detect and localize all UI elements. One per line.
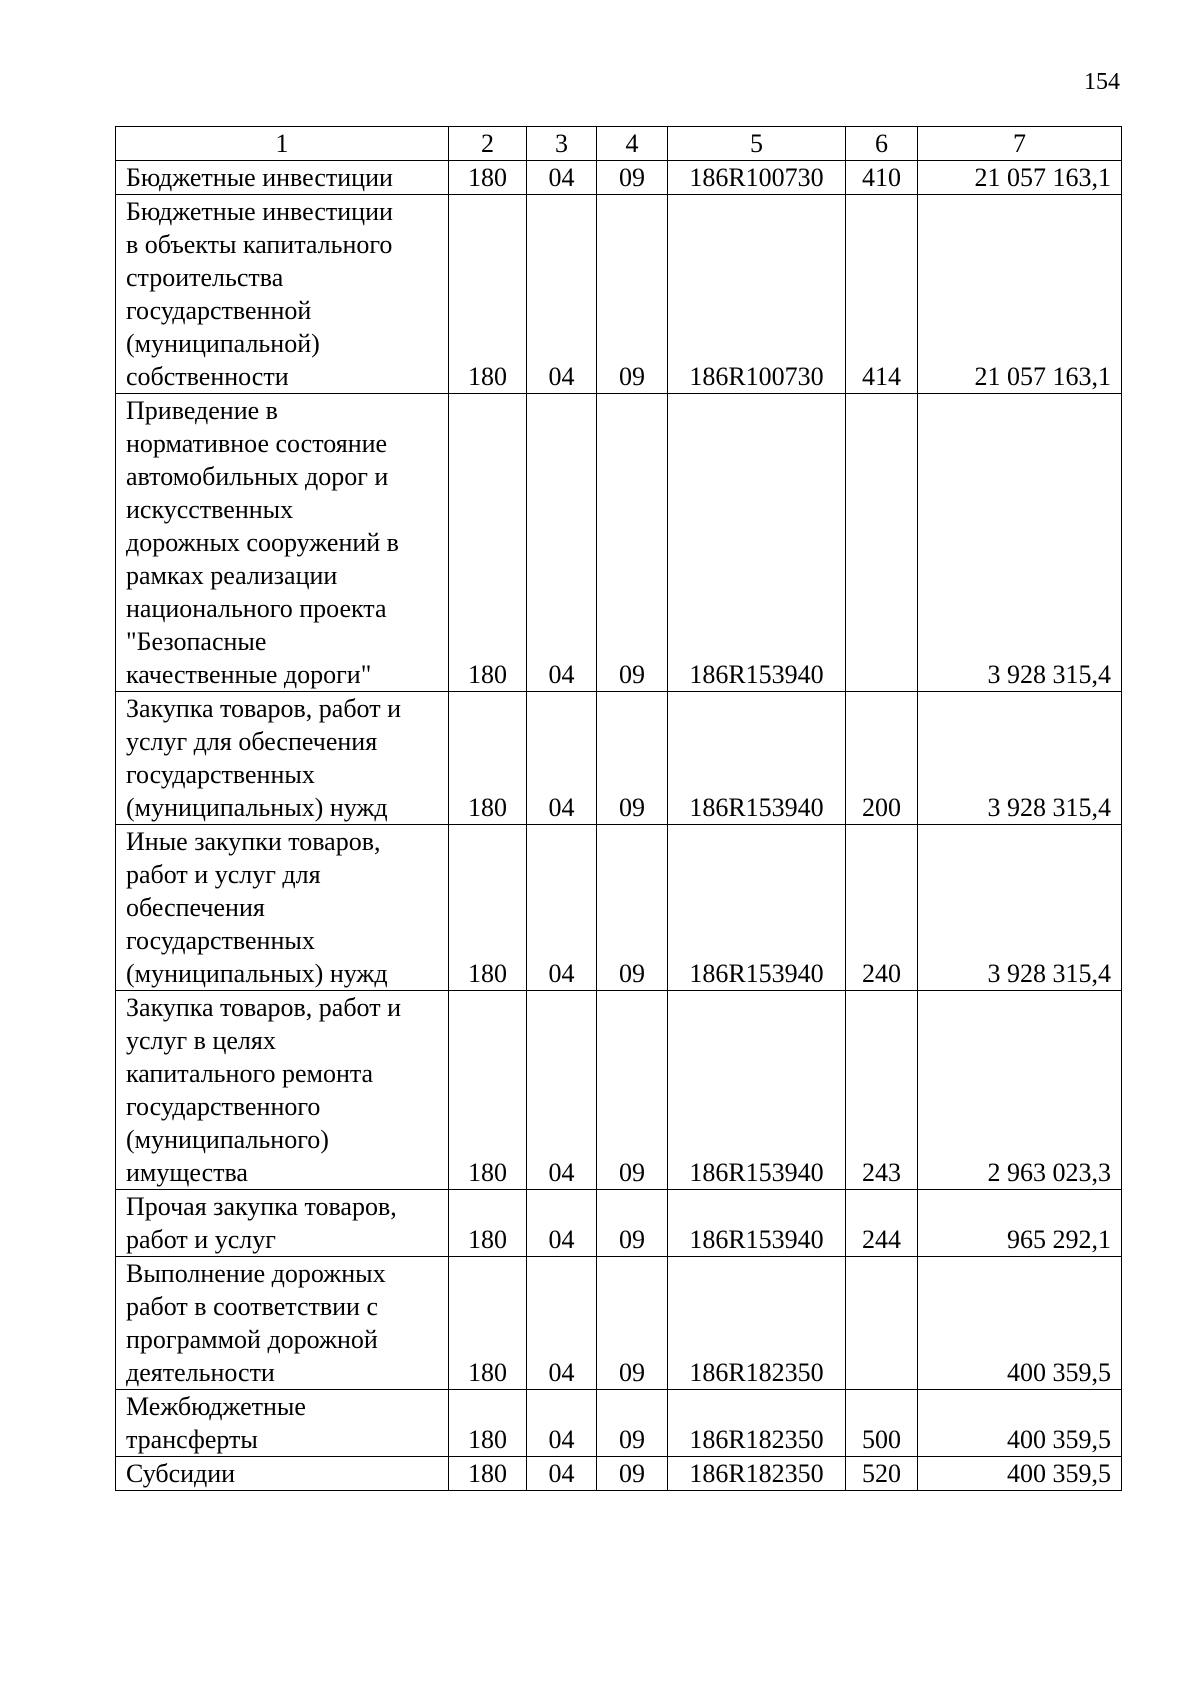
- row-cell: 09: [597, 1257, 668, 1390]
- row-cell: 04: [527, 195, 597, 394]
- row-cell: 186R100730: [668, 195, 846, 394]
- row-cell: 186R153940: [668, 991, 846, 1190]
- row-cell: 09: [597, 1190, 668, 1257]
- row-cell: 04: [527, 825, 597, 991]
- page-number: 154: [1084, 69, 1120, 95]
- row-cell: 244: [846, 1190, 918, 1257]
- row-cell: 186R100730: [668, 161, 846, 195]
- row-cell: 500: [846, 1390, 918, 1457]
- row-cell: 04: [527, 1457, 597, 1491]
- row-cell: 180: [449, 1190, 527, 1257]
- header-cell: 7: [918, 127, 1122, 161]
- header-cell: 1: [116, 127, 449, 161]
- row-cell: 186R153940: [668, 692, 846, 825]
- row-cell: 186R153940: [668, 1190, 846, 1257]
- row-cell: 09: [597, 394, 668, 692]
- row-cell: 04: [527, 1257, 597, 1390]
- row-cell: 186R153940: [668, 825, 846, 991]
- row-cell: 243: [846, 991, 918, 1190]
- row-cell: 09: [597, 1390, 668, 1457]
- row-cell: 04: [527, 394, 597, 692]
- row-cell: 180: [449, 394, 527, 692]
- row-cell: 186R182350: [668, 1457, 846, 1491]
- row-name-cell: Прочая закупка товаров, работ и услуг: [116, 1190, 449, 1257]
- row-cell: 520: [846, 1457, 918, 1491]
- header-cell: 5: [668, 127, 846, 161]
- row-cell: 09: [597, 825, 668, 991]
- table-row: [116, 825, 1122, 991]
- row-amount-cell: 3 928 315,4: [918, 394, 1122, 692]
- table-header-row: [116, 127, 1122, 161]
- row-cell: [846, 394, 918, 692]
- row-amount-cell: 21 057 163,1: [918, 195, 1122, 394]
- table-row: [116, 195, 1122, 394]
- row-cell: 09: [597, 195, 668, 394]
- row-amount-cell: 400 359,5: [918, 1457, 1122, 1491]
- row-cell: 186R153940: [668, 394, 846, 692]
- table-row: [116, 1257, 1122, 1390]
- row-name-cell: Субсидии: [116, 1457, 449, 1491]
- table-row: [116, 991, 1122, 1190]
- row-name-cell: Закупка товаров, работ и услуг в целях капитального ремонта государственного (муниципального) имущества: [116, 991, 449, 1190]
- row-name-cell: Иные закупки товаров, работ и услуг для обеспечения государственных (муниципальных) нужд: [116, 825, 449, 991]
- row-name-cell: Бюджетные инвестиции: [116, 161, 449, 195]
- row-cell: 410: [846, 161, 918, 195]
- budget-table: [115, 126, 1122, 1491]
- row-cell: [846, 1257, 918, 1390]
- table-row: [116, 1457, 1122, 1491]
- header-cell: 2: [449, 127, 527, 161]
- table-row: [116, 1390, 1122, 1457]
- table-row: [116, 692, 1122, 825]
- row-cell: 09: [597, 692, 668, 825]
- row-cell: 09: [597, 161, 668, 195]
- row-name-cell: Бюджетные инвестиции в объекты капитального строительства государственной (муниципальной) собственности: [116, 195, 449, 394]
- row-amount-cell: 3 928 315,4: [918, 692, 1122, 825]
- row-cell: 240: [846, 825, 918, 991]
- header-cell: 6: [846, 127, 918, 161]
- row-cell: 04: [527, 1390, 597, 1457]
- table-row: [116, 394, 1122, 692]
- row-cell: 180: [449, 825, 527, 991]
- row-amount-cell: 400 359,5: [918, 1257, 1122, 1390]
- row-cell: 414: [846, 195, 918, 394]
- row-cell: 04: [527, 991, 597, 1190]
- row-amount-cell: 21 057 163,1: [918, 161, 1122, 195]
- table-row: [116, 1190, 1122, 1257]
- row-cell: 200: [846, 692, 918, 825]
- row-cell: 180: [449, 1390, 527, 1457]
- header-cell: 4: [597, 127, 668, 161]
- row-amount-cell: 3 928 315,4: [918, 825, 1122, 991]
- table-row: [116, 161, 1122, 195]
- row-name-cell: Закупка товаров, работ и услуг для обеспечения государственных (муниципальных) нужд: [116, 692, 449, 825]
- row-cell: 180: [449, 1257, 527, 1390]
- row-cell: 186R182350: [668, 1257, 846, 1390]
- row-cell: 186R182350: [668, 1390, 846, 1457]
- row-cell: 04: [527, 692, 597, 825]
- row-cell: 180: [449, 161, 527, 195]
- row-name-cell: Выполнение дорожных работ в соответствии с программой дорожной деятельности: [116, 1257, 449, 1390]
- row-amount-cell: 2 963 023,3: [918, 991, 1122, 1190]
- row-cell: 180: [449, 692, 527, 825]
- row-name-cell: Приведение в нормативное состояние автомобильных дорог и искусственных дорожных сооружений в рамках реализации национального проекта "Безопасные качественные дороги": [116, 394, 449, 692]
- row-cell: 09: [597, 991, 668, 1190]
- row-cell: 180: [449, 991, 527, 1190]
- row-cell: 04: [527, 1190, 597, 1257]
- row-amount-cell: 965 292,1: [918, 1190, 1122, 1257]
- row-amount-cell: 400 359,5: [918, 1390, 1122, 1457]
- row-name-cell: Межбюджетные трансферты: [116, 1390, 449, 1457]
- row-cell: 180: [449, 1457, 527, 1491]
- row-cell: 04: [527, 161, 597, 195]
- header-cell: 3: [527, 127, 597, 161]
- row-cell: 180: [449, 195, 527, 394]
- row-cell: 09: [597, 1457, 668, 1491]
